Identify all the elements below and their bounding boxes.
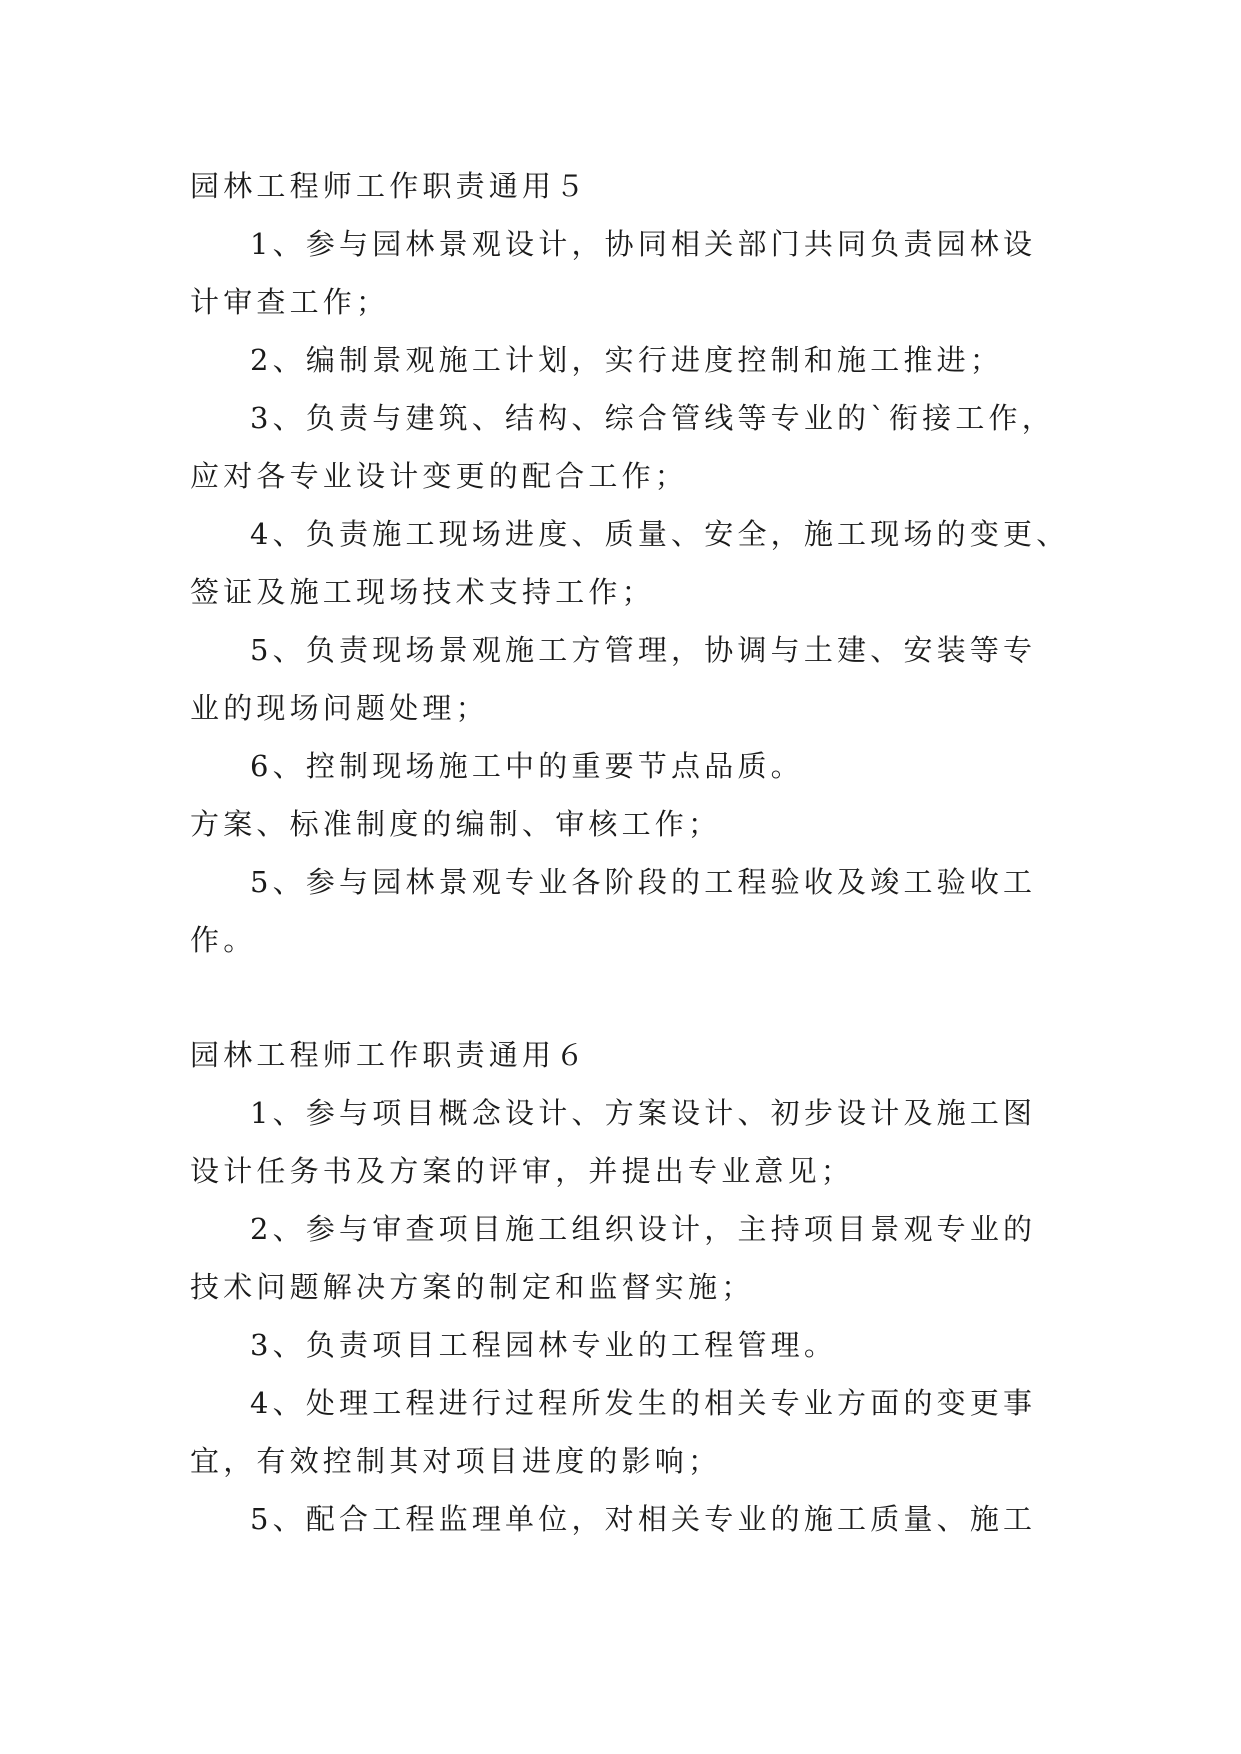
paragraph-line: 4、处理工程进行过程所发生的相关专业方面的变更事 [250,1386,1037,1420]
paragraph-line: 1、参与园林景观设计，协同相关部门共同负责园林设 [250,227,1037,261]
paragraph-line: 6、控制现场施工中的重要节点品质。 [250,749,804,783]
paragraph-line: 5、参与园林景观专业各阶段的工程验收及竣工验收工 [250,865,1037,899]
paragraph-line: 3、负责与建筑、结构、综合管线等专业的`衔接工作， [250,401,1055,435]
paragraph-line: 应对各专业设计变更的配合工作； [190,459,689,493]
paragraph-line: 方案、标准制度的编制、审核工作； [190,807,722,841]
paragraph-line: 4、负责施工现场进度、质量、安全，施工现场的变更、 [250,517,1070,551]
paragraph-line: 业的现场问题处理； [190,691,489,725]
section-heading: 园林工程师工作职责通用５ [190,169,589,203]
paragraph-line: 技术问题解决方案的制定和监督实施； [190,1270,755,1304]
paragraph-line: 5、配合工程监理单位，对相关专业的施工质量、施工 [250,1502,1037,1536]
paragraph-line: 2、编制景观施工计划，实行进度控制和施工推进； [250,343,1004,377]
paragraph-line: 宜，有效控制其对项目进度的影响； [190,1444,722,1478]
paragraph-line: 1、参与项目概念设计、方案设计、初步设计及施工图 [250,1096,1037,1130]
paragraph-line: 作。 [190,923,257,957]
paragraph-line: 签证及施工现场技术支持工作； [190,575,655,609]
paragraph-line: 计审查工作； [190,285,390,319]
paragraph-line: 5、负责现场景观施工方管理，协调与土建、安装等专 [250,633,1037,667]
paragraph-line: 3、负责项目工程园林专业的工程管理。 [250,1328,838,1362]
section-heading: 园林工程师工作职责通用６ [190,1038,589,1072]
paragraph-line: 设计任务书及方案的评审，并提出专业意见； [190,1154,855,1188]
paragraph-line: 2、参与审查项目施工组织设计，主持项目景观专业的 [250,1212,1037,1246]
